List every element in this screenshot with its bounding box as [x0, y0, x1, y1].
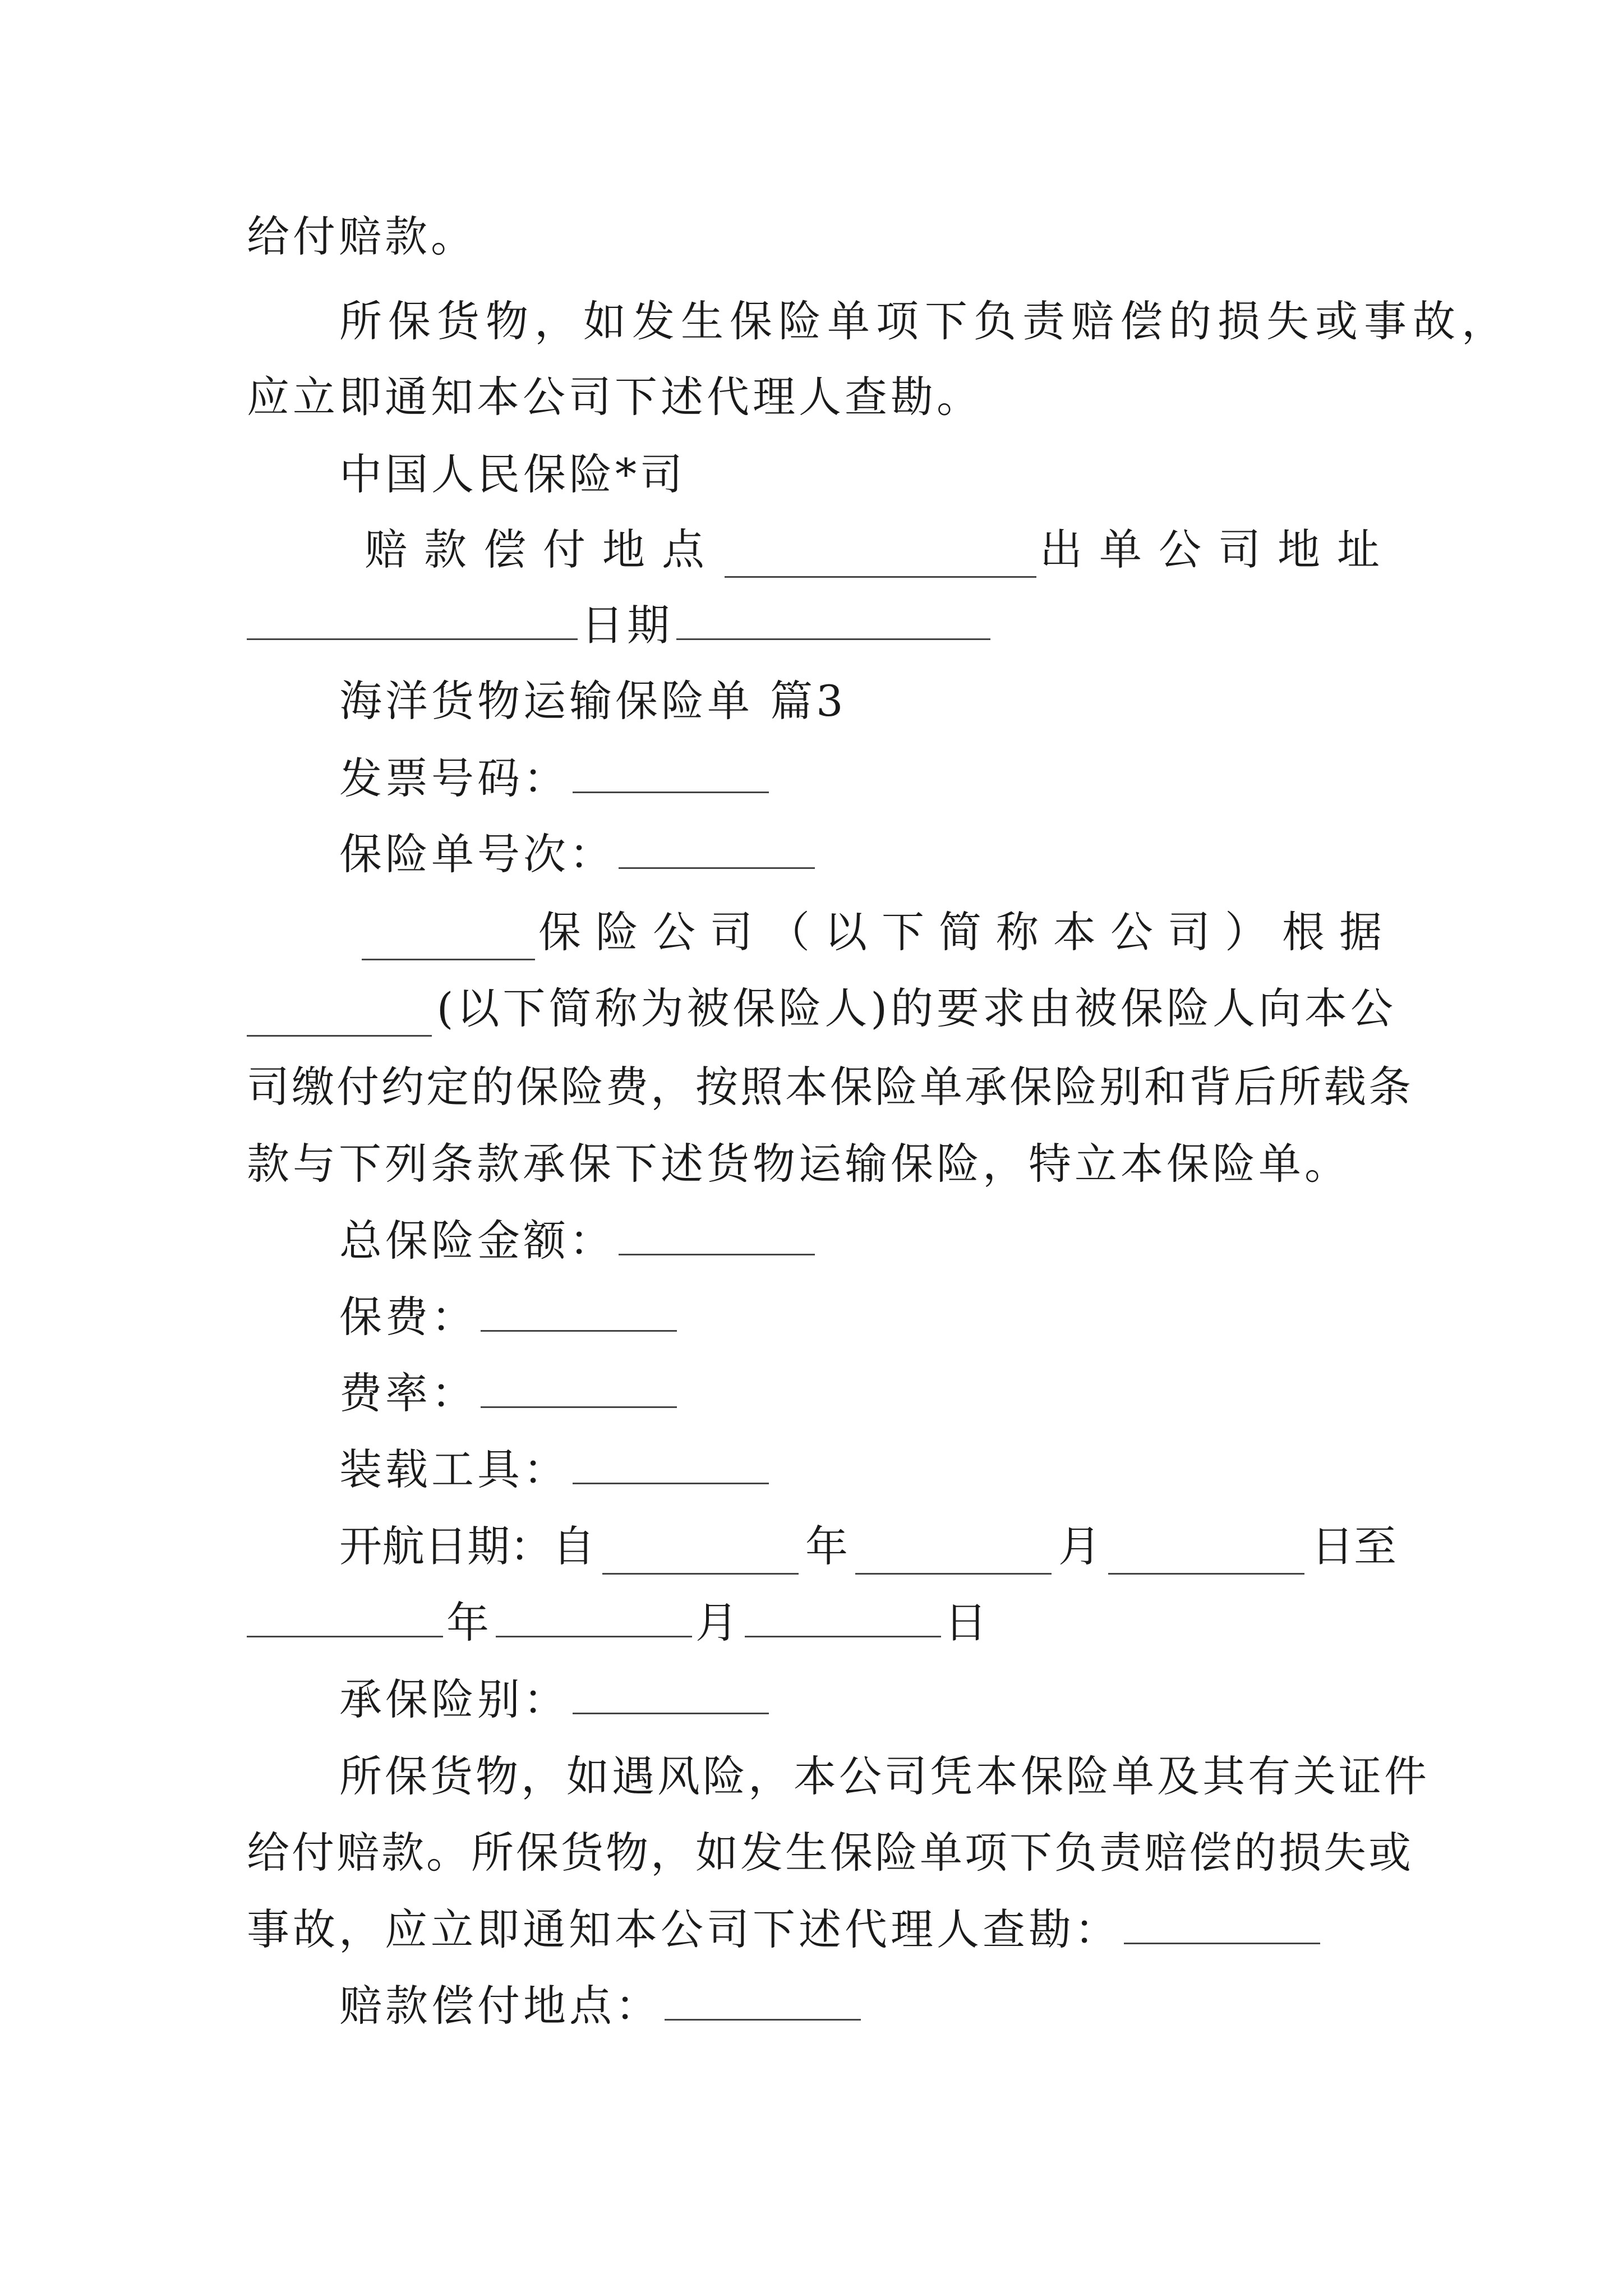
label-issuing-address: 出单公司地址 [1040, 524, 1396, 574]
label-rate: 费率： [339, 1368, 477, 1418]
label-total-insured: 总保险金额： [339, 1216, 615, 1266]
text-line [339, 1978, 1396, 2034]
blank-field[interactable] [247, 996, 432, 1037]
paragraph-text: 给付赔款。所保货物，如发生保险单项下负责赔偿的损失或 [247, 1828, 1413, 1878]
paragraph-text: 款与下列条款承保下述货物运输保险，特立本保险单。 [247, 1139, 1350, 1189]
paragraph-text: 给付赔款。 [247, 211, 477, 261]
text-line [247, 597, 1396, 654]
blank-field[interactable] [496, 1596, 692, 1637]
paragraph-text: 应立即通知本公司下述代理人查勘。 [247, 372, 983, 422]
blank-field[interactable] [619, 828, 815, 869]
paragraph-text: (以下简称为被保险人)的要求由被保险人向本公 [436, 983, 1396, 1033]
blank-field[interactable] [573, 1443, 769, 1484]
blank-field[interactable] [481, 1367, 677, 1408]
text-line [339, 1289, 1396, 1345]
label-invoice-no: 发票号码： [339, 753, 569, 803]
blank-field[interactable] [602, 1534, 799, 1575]
text-line [339, 1672, 1396, 1728]
text-line [247, 209, 1396, 265]
label-date: 日期 [581, 600, 673, 650]
text-line [339, 1519, 1396, 1575]
blank-field[interactable] [362, 919, 535, 960]
text-line [247, 981, 1396, 1037]
section-title: 海洋货物运输保险单 篇3 [339, 676, 847, 726]
text-line [339, 1442, 1396, 1498]
label-payment-place: 赔款偿付地点 [365, 524, 721, 574]
paragraph-text: 司缴付约定的保险费，按照本保险单承保险别和背后所载条 [247, 1062, 1413, 1112]
label-premium: 保费： [339, 1292, 477, 1342]
label-month: 月 [1058, 1521, 1101, 1571]
blank-field[interactable] [481, 1291, 677, 1332]
paragraph-text: 所保货物，如发生保险单项下负责赔偿的损失或事故， [339, 296, 1510, 346]
text-line [339, 826, 1396, 882]
label-conveyance: 装载工具： [339, 1444, 569, 1494]
label-year: 年 [805, 1521, 848, 1571]
blank-field[interactable] [573, 752, 769, 793]
blank-field[interactable] [1108, 1534, 1304, 1575]
label-year: 年 [446, 1598, 492, 1648]
text-line [247, 369, 1396, 425]
blank-field[interactable] [247, 1596, 443, 1637]
text-line [362, 904, 1396, 960]
text-line [247, 1595, 1396, 1651]
text-line [339, 751, 1396, 807]
label-coverage: 承保险别： [339, 1674, 569, 1724]
blank-field[interactable] [725, 537, 1036, 578]
text-line [339, 293, 1510, 349]
blank-field[interactable] [573, 1673, 769, 1714]
text-line [247, 1825, 1413, 1881]
company-name: 中国人民保险*司 [339, 449, 686, 499]
text-line [339, 447, 1396, 503]
blank-field[interactable] [665, 1980, 861, 2021]
label-month: 月 [695, 1598, 741, 1648]
blank-field[interactable] [745, 1596, 941, 1637]
text-line [339, 1365, 1396, 1421]
label-payment-place: 赔款偿付地点： [339, 1981, 661, 2031]
blank-field[interactable] [1124, 1903, 1320, 1944]
text-line [365, 522, 1396, 578]
blank-field[interactable] [676, 599, 990, 640]
text-line [247, 1902, 1396, 1958]
text-line [247, 1059, 1413, 1115]
label-departure-date: 开航日期：自 [339, 1521, 595, 1571]
text-line [339, 1749, 1430, 1805]
text-line [339, 673, 1396, 729]
paragraph-text: 所保货物，如遇风险，本公司凭本保险单及其有关证件 [339, 1751, 1430, 1801]
label-policy-no: 保险单号次： [339, 829, 615, 879]
paragraph-text: 保险公司（以下简称本公司）根据 [538, 907, 1396, 957]
blank-field[interactable] [247, 599, 578, 640]
label-day: 日 [944, 1598, 990, 1648]
text-line [339, 1213, 1396, 1269]
paragraph-text: 事故，应立即通知本公司下述代理人查勘： [247, 1904, 1121, 1954]
label-day-to: 日至 [1311, 1521, 1396, 1571]
blank-field[interactable] [855, 1534, 1052, 1575]
blank-field[interactable] [619, 1214, 815, 1255]
text-line [247, 1136, 1396, 1192]
